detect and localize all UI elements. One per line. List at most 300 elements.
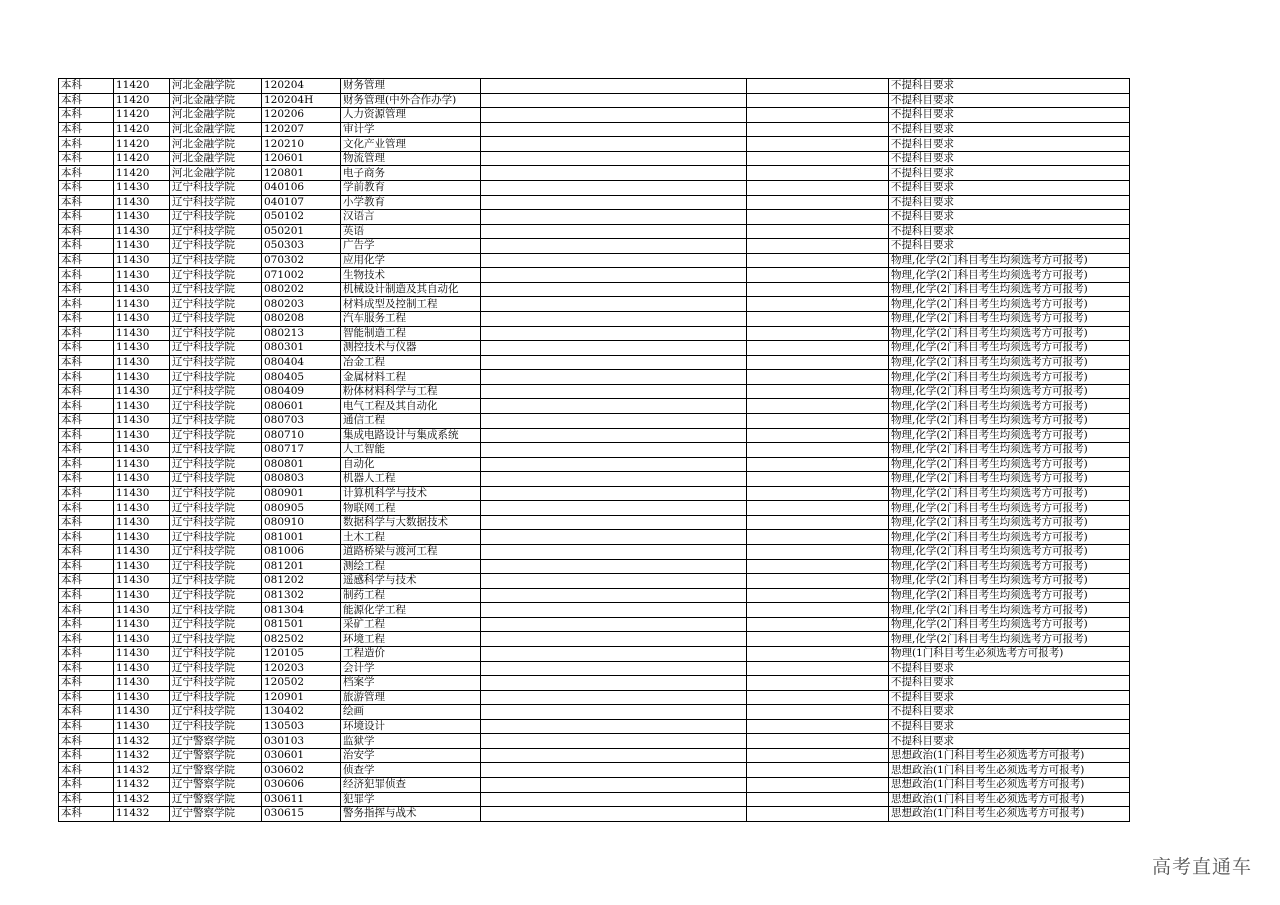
level-cell: 本科 [59, 151, 114, 166]
blank-cell-b [747, 778, 889, 793]
school-code-cell: 11430 [114, 719, 170, 734]
blank-cell-b [747, 545, 889, 560]
school-code-cell: 11432 [114, 763, 170, 778]
requirement-cell: 不提科目要求 [889, 180, 1130, 195]
school-name-cell: 辽宁科技学院 [170, 384, 262, 399]
blank-cell-a [481, 210, 747, 225]
level-cell: 本科 [59, 486, 114, 501]
major-code-cell: 082502 [262, 632, 341, 647]
blank-cell-b [747, 370, 889, 385]
table-row [59, 530, 1130, 545]
blank-cell-b [747, 93, 889, 108]
level-cell: 本科 [59, 413, 114, 428]
blank-cell-a [481, 443, 747, 458]
major-code-cell: 080409 [262, 384, 341, 399]
major-code-cell: 120601 [262, 151, 341, 166]
school-name-cell: 河北金融学院 [170, 166, 262, 181]
blank-cell-b [747, 501, 889, 516]
requirement-cell: 思想政治(1门科目考生必须选考方可报考) [889, 748, 1130, 763]
level-cell: 本科 [59, 603, 114, 618]
blank-cell-b [747, 763, 889, 778]
school-name-cell: 辽宁科技学院 [170, 428, 262, 443]
major-code-cell: 080910 [262, 515, 341, 530]
level-cell: 本科 [59, 530, 114, 545]
school-name-cell: 辽宁科技学院 [170, 603, 262, 618]
level-cell: 本科 [59, 93, 114, 108]
blank-cell-a [481, 807, 747, 822]
school-name-cell: 辽宁科技学院 [170, 632, 262, 647]
requirement-cell: 物理,化学(2门科目考生均须选考方可报考) [889, 501, 1130, 516]
level-cell: 本科 [59, 734, 114, 749]
school-name-cell: 辽宁科技学院 [170, 690, 262, 705]
blank-cell-b [747, 574, 889, 589]
major-code-cell: 081202 [262, 574, 341, 589]
level-cell: 本科 [59, 472, 114, 487]
major-name-cell: 汉语言 [341, 210, 481, 225]
blank-cell-b [747, 399, 889, 414]
level-cell: 本科 [59, 690, 114, 705]
requirement-cell: 不提科目要求 [889, 93, 1130, 108]
level-cell: 本科 [59, 399, 114, 414]
level-cell: 本科 [59, 428, 114, 443]
table-body [59, 79, 1130, 822]
level-cell: 本科 [59, 297, 114, 312]
major-code-cell: 040107 [262, 195, 341, 210]
school-name-cell: 辽宁科技学院 [170, 705, 262, 720]
level-cell: 本科 [59, 574, 114, 589]
school-name-cell: 辽宁科技学院 [170, 253, 262, 268]
blank-cell-a [481, 399, 747, 414]
blank-cell-a [481, 632, 747, 647]
level-cell: 本科 [59, 457, 114, 472]
school-code-cell: 11430 [114, 428, 170, 443]
school-name-cell: 辽宁科技学院 [170, 224, 262, 239]
blank-cell-a [481, 748, 747, 763]
blank-cell-b [747, 617, 889, 632]
major-name-cell: 广告学 [341, 239, 481, 254]
major-name-cell: 环境工程 [341, 632, 481, 647]
major-name-cell: 绘画 [341, 705, 481, 720]
blank-cell-a [481, 137, 747, 152]
blank-cell-a [481, 574, 747, 589]
major-name-cell: 经济犯罪侦查 [341, 778, 481, 793]
requirement-cell: 不提科目要求 [889, 137, 1130, 152]
major-name-cell: 小学教育 [341, 195, 481, 210]
major-code-cell: 040106 [262, 180, 341, 195]
major-code-cell: 081201 [262, 559, 341, 574]
blank-cell-b [747, 413, 889, 428]
school-name-cell: 辽宁科技学院 [170, 195, 262, 210]
blank-cell-a [481, 413, 747, 428]
school-code-cell: 11430 [114, 210, 170, 225]
school-name-cell: 辽宁科技学院 [170, 719, 262, 734]
level-cell: 本科 [59, 443, 114, 458]
requirement-cell: 物理,化学(2门科目考生均须选考方可报考) [889, 588, 1130, 603]
school-name-cell: 辽宁警察学院 [170, 778, 262, 793]
table-row [59, 734, 1130, 749]
blank-cell-b [747, 195, 889, 210]
major-code-cell: 080703 [262, 413, 341, 428]
school-code-cell: 11430 [114, 472, 170, 487]
school-name-cell: 辽宁科技学院 [170, 355, 262, 370]
blank-cell-a [481, 268, 747, 283]
requirement-cell: 不提科目要求 [889, 108, 1130, 123]
requirement-cell: 不提科目要求 [889, 239, 1130, 254]
school-code-cell: 11432 [114, 792, 170, 807]
level-cell: 本科 [59, 180, 114, 195]
level-cell: 本科 [59, 268, 114, 283]
major-name-cell: 旅游管理 [341, 690, 481, 705]
level-cell: 本科 [59, 515, 114, 530]
major-name-cell: 犯罪学 [341, 792, 481, 807]
school-code-cell: 11430 [114, 632, 170, 647]
blank-cell-a [481, 253, 747, 268]
school-code-cell: 11420 [114, 93, 170, 108]
level-cell: 本科 [59, 501, 114, 516]
level-cell: 本科 [59, 545, 114, 560]
blank-cell-b [747, 224, 889, 239]
major-code-cell: 030601 [262, 748, 341, 763]
level-cell: 本科 [59, 792, 114, 807]
major-name-cell: 机械设计制造及其自动化 [341, 282, 481, 297]
school-name-cell: 辽宁科技学院 [170, 210, 262, 225]
major-code-cell: 081501 [262, 617, 341, 632]
school-name-cell: 河北金融学院 [170, 151, 262, 166]
school-code-cell: 11420 [114, 108, 170, 123]
school-name-cell: 辽宁科技学院 [170, 326, 262, 341]
major-name-cell: 审计学 [341, 122, 481, 137]
level-cell: 本科 [59, 355, 114, 370]
school-name-cell: 辽宁科技学院 [170, 457, 262, 472]
blank-cell-a [481, 282, 747, 297]
blank-cell-a [481, 326, 747, 341]
watermark: 高考直通车 [1151, 856, 1252, 878]
blank-cell-b [747, 79, 889, 94]
requirement-cell: 物理,化学(2门科目考生均须选考方可报考) [889, 472, 1130, 487]
school-name-cell: 辽宁科技学院 [170, 617, 262, 632]
table-row [59, 413, 1130, 428]
requirement-cell: 不提科目要求 [889, 690, 1130, 705]
requirement-cell: 思想政治(1门科目考生必须选考方可报考) [889, 807, 1130, 822]
blank-cell-b [747, 676, 889, 691]
blank-cell-b [747, 384, 889, 399]
major-code-cell: 050303 [262, 239, 341, 254]
blank-cell-a [481, 530, 747, 545]
table-row [59, 341, 1130, 356]
requirement-cell: 不提科目要求 [889, 166, 1130, 181]
blank-cell-b [747, 690, 889, 705]
requirement-cell: 物理,化学(2门科目考生均须选考方可报考) [889, 428, 1130, 443]
table-row [59, 778, 1130, 793]
blank-cell-a [481, 312, 747, 327]
blank-cell-a [481, 166, 747, 181]
major-code-cell: 030606 [262, 778, 341, 793]
requirement-cell: 物理,化学(2门科目考生均须选考方可报考) [889, 413, 1130, 428]
level-cell: 本科 [59, 705, 114, 720]
school-name-cell: 辽宁科技学院 [170, 282, 262, 297]
school-code-cell: 11420 [114, 137, 170, 152]
major-name-cell: 物流管理 [341, 151, 481, 166]
blank-cell-a [481, 79, 747, 94]
school-code-cell: 11430 [114, 515, 170, 530]
blank-cell-b [747, 530, 889, 545]
major-name-cell: 金属材料工程 [341, 370, 481, 385]
table-row [59, 617, 1130, 632]
school-code-cell: 11430 [114, 559, 170, 574]
blank-cell-a [481, 224, 747, 239]
requirement-cell: 物理,化学(2门科目考生均须选考方可报考) [889, 326, 1130, 341]
table-row [59, 399, 1130, 414]
requirement-cell: 不提科目要求 [889, 151, 1130, 166]
requirement-cell: 不提科目要求 [889, 734, 1130, 749]
major-name-cell: 材料成型及控制工程 [341, 297, 481, 312]
major-code-cell: 081001 [262, 530, 341, 545]
level-cell: 本科 [59, 282, 114, 297]
blank-cell-a [481, 472, 747, 487]
major-name-cell: 粉体材料科学与工程 [341, 384, 481, 399]
school-code-cell: 11430 [114, 661, 170, 676]
requirement-cell: 不提科目要求 [889, 79, 1130, 94]
blank-cell-b [747, 486, 889, 501]
blank-cell-b [747, 341, 889, 356]
blank-cell-b [747, 282, 889, 297]
major-code-cell: 120105 [262, 646, 341, 661]
major-code-cell: 080801 [262, 457, 341, 472]
table-row [59, 210, 1130, 225]
level-cell: 本科 [59, 559, 114, 574]
requirement-cell: 物理,化学(2门科目考生均须选考方可报考) [889, 603, 1130, 618]
blank-cell-a [481, 646, 747, 661]
major-name-cell: 财务管理(中外合作办学) [341, 93, 481, 108]
blank-cell-a [481, 734, 747, 749]
table-row [59, 719, 1130, 734]
table-row [59, 501, 1130, 516]
major-name-cell: 集成电路设计与集成系统 [341, 428, 481, 443]
table-row [59, 763, 1130, 778]
blank-cell-b [747, 166, 889, 181]
major-code-cell: 080601 [262, 399, 341, 414]
table-row [59, 180, 1130, 195]
blank-cell-b [747, 734, 889, 749]
table-row [59, 79, 1130, 94]
blank-cell-b [747, 210, 889, 225]
blank-cell-a [481, 384, 747, 399]
level-cell: 本科 [59, 195, 114, 210]
requirement-cell: 不提科目要求 [889, 224, 1130, 239]
major-name-cell: 生物技术 [341, 268, 481, 283]
school-code-cell: 11430 [114, 399, 170, 414]
major-code-cell: 120203 [262, 661, 341, 676]
requirement-cell: 物理,化学(2门科目考生均须选考方可报考) [889, 268, 1130, 283]
blank-cell-a [481, 428, 747, 443]
school-name-cell: 辽宁科技学院 [170, 370, 262, 385]
table-row [59, 166, 1130, 181]
table-row [59, 137, 1130, 152]
school-name-cell: 河北金融学院 [170, 108, 262, 123]
level-cell: 本科 [59, 646, 114, 661]
blank-cell-a [481, 108, 747, 123]
major-code-cell: 130402 [262, 705, 341, 720]
requirement-cell: 物理,化学(2门科目考生均须选考方可报考) [889, 457, 1130, 472]
blank-cell-b [747, 632, 889, 647]
table-row [59, 355, 1130, 370]
table-row [59, 253, 1130, 268]
major-name-cell: 人工智能 [341, 443, 481, 458]
major-name-cell: 采矿工程 [341, 617, 481, 632]
major-name-cell: 英语 [341, 224, 481, 239]
table-row [59, 472, 1130, 487]
blank-cell-a [481, 486, 747, 501]
blank-cell-b [747, 151, 889, 166]
major-code-cell: 030615 [262, 807, 341, 822]
blank-cell-a [481, 719, 747, 734]
major-name-cell: 机器人工程 [341, 472, 481, 487]
blank-cell-b [747, 807, 889, 822]
blank-cell-a [481, 617, 747, 632]
major-code-cell: 080905 [262, 501, 341, 516]
requirement-cell: 不提科目要求 [889, 705, 1130, 720]
requirement-cell: 思想政治(1门科目考生必须选考方可报考) [889, 792, 1130, 807]
blank-cell-b [747, 705, 889, 720]
blank-cell-b [747, 719, 889, 734]
blank-cell-a [481, 778, 747, 793]
major-code-cell: 071002 [262, 268, 341, 283]
school-code-cell: 11430 [114, 690, 170, 705]
table-row [59, 603, 1130, 618]
level-cell: 本科 [59, 778, 114, 793]
school-name-cell: 河北金融学院 [170, 122, 262, 137]
blank-cell-b [747, 239, 889, 254]
major-name-cell: 监狱学 [341, 734, 481, 749]
table-row [59, 195, 1130, 210]
major-name-cell: 学前教育 [341, 180, 481, 195]
table-row [59, 428, 1130, 443]
school-name-cell: 辽宁科技学院 [170, 530, 262, 545]
blank-cell-b [747, 428, 889, 443]
major-code-cell: 070302 [262, 253, 341, 268]
requirement-cell: 物理,化学(2门科目考生均须选考方可报考) [889, 545, 1130, 560]
table-row [59, 792, 1130, 807]
blank-cell-a [481, 792, 747, 807]
table-row [59, 705, 1130, 720]
major-name-cell: 应用化学 [341, 253, 481, 268]
level-cell: 本科 [59, 384, 114, 399]
school-name-cell: 辽宁科技学院 [170, 574, 262, 589]
major-name-cell: 侦查学 [341, 763, 481, 778]
major-name-cell: 财务管理 [341, 79, 481, 94]
school-name-cell: 河北金融学院 [170, 79, 262, 94]
major-code-cell: 081304 [262, 603, 341, 618]
school-code-cell: 11430 [114, 545, 170, 560]
major-code-cell: 120502 [262, 676, 341, 691]
school-name-cell: 辽宁科技学院 [170, 515, 262, 530]
blank-cell-a [481, 180, 747, 195]
level-cell: 本科 [59, 763, 114, 778]
requirement-cell: 物理,化学(2门科目考生均须选考方可报考) [889, 486, 1130, 501]
major-name-cell: 计算机科学与技术 [341, 486, 481, 501]
school-code-cell: 11430 [114, 282, 170, 297]
major-code-cell: 120207 [262, 122, 341, 137]
school-name-cell: 辽宁科技学院 [170, 588, 262, 603]
major-name-cell: 遥感科学与技术 [341, 574, 481, 589]
blank-cell-b [747, 355, 889, 370]
table-row [59, 297, 1130, 312]
school-code-cell: 11432 [114, 734, 170, 749]
requirement-cell: 物理,化学(2门科目考生均须选考方可报考) [889, 617, 1130, 632]
table-row [59, 122, 1130, 137]
blank-cell-b [747, 603, 889, 618]
school-code-cell: 11430 [114, 530, 170, 545]
school-code-cell: 11430 [114, 268, 170, 283]
school-code-cell: 11430 [114, 588, 170, 603]
level-cell: 本科 [59, 224, 114, 239]
major-code-cell: 081006 [262, 545, 341, 560]
school-name-cell: 河北金融学院 [170, 93, 262, 108]
major-name-cell: 物联网工程 [341, 501, 481, 516]
major-code-cell: 080901 [262, 486, 341, 501]
blank-cell-a [481, 545, 747, 560]
school-name-cell: 河北金融学院 [170, 137, 262, 152]
blank-cell-b [747, 122, 889, 137]
requirement-cell: 不提科目要求 [889, 195, 1130, 210]
school-code-cell: 11430 [114, 326, 170, 341]
major-name-cell: 档案学 [341, 676, 481, 691]
school-code-cell: 11430 [114, 676, 170, 691]
requirement-cell: 物理,化学(2门科目考生均须选考方可报考) [889, 341, 1130, 356]
table-row [59, 384, 1130, 399]
table-row [59, 807, 1130, 822]
requirement-cell: 物理,化学(2门科目考生均须选考方可报考) [889, 384, 1130, 399]
requirement-cell: 物理,化学(2门科目考生均须选考方可报考) [889, 632, 1130, 647]
blank-cell-b [747, 646, 889, 661]
major-name-cell: 警务指挥与战术 [341, 807, 481, 822]
blank-cell-a [481, 341, 747, 356]
blank-cell-b [747, 326, 889, 341]
requirement-cell: 物理,化学(2门科目考生均须选考方可报考) [889, 559, 1130, 574]
school-code-cell: 11430 [114, 384, 170, 399]
blank-cell-b [747, 748, 889, 763]
school-code-cell: 11430 [114, 370, 170, 385]
school-name-cell: 辽宁警察学院 [170, 734, 262, 749]
school-code-cell: 11432 [114, 778, 170, 793]
major-code-cell: 080202 [262, 282, 341, 297]
requirement-cell: 物理,化学(2门科目考生均须选考方可报考) [889, 515, 1130, 530]
blank-cell-b [747, 472, 889, 487]
school-code-cell: 11420 [114, 79, 170, 94]
blank-cell-b [747, 559, 889, 574]
blank-cell-b [747, 457, 889, 472]
major-name-cell: 自动化 [341, 457, 481, 472]
blank-cell-a [481, 370, 747, 385]
blank-cell-a [481, 515, 747, 530]
level-cell: 本科 [59, 326, 114, 341]
level-cell: 本科 [59, 108, 114, 123]
table-row [59, 661, 1130, 676]
table-row [59, 646, 1130, 661]
school-name-cell: 辽宁科技学院 [170, 341, 262, 356]
major-code-cell: 130503 [262, 719, 341, 734]
school-code-cell: 11430 [114, 603, 170, 618]
requirement-cell: 思想政治(1门科目考生必须选考方可报考) [889, 763, 1130, 778]
level-cell: 本科 [59, 719, 114, 734]
school-code-cell: 11432 [114, 807, 170, 822]
school-code-cell: 11430 [114, 253, 170, 268]
school-name-cell: 辽宁科技学院 [170, 180, 262, 195]
level-cell: 本科 [59, 79, 114, 94]
blank-cell-a [481, 195, 747, 210]
major-code-cell: 080203 [262, 297, 341, 312]
subject-requirements-table [58, 78, 1130, 822]
